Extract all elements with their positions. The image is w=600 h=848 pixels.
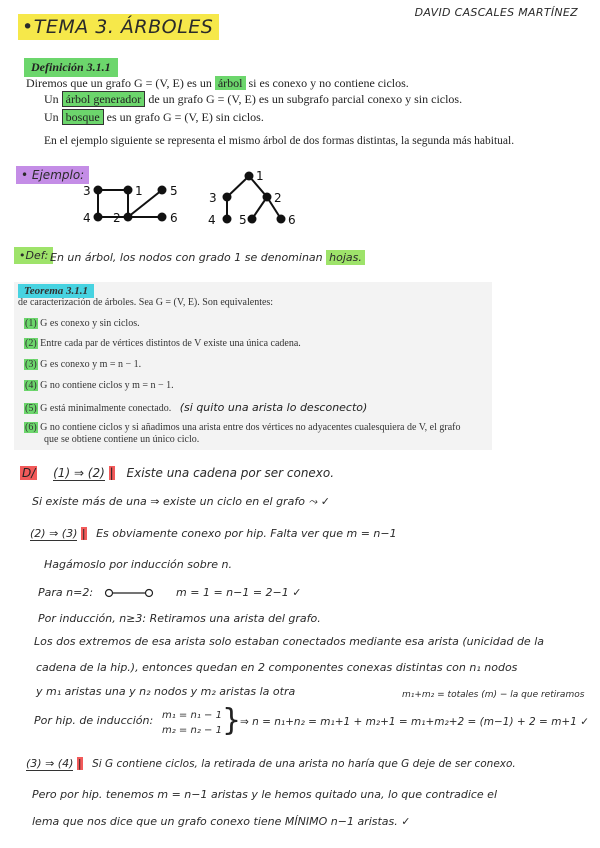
item-text: G está minimalmente conectado. — [40, 403, 172, 414]
theorem-item — [24, 401, 367, 414]
term-hojas: hojas. — [326, 250, 365, 265]
node-label: 4 — [208, 213, 216, 227]
item-number: (1) — [25, 318, 37, 329]
proof-text: Por hip. de inducción: — [34, 714, 154, 727]
handwritten-note: m₁+m₂ = totales (m) − la que retiramos — [402, 690, 585, 700]
graph-node — [94, 186, 103, 195]
proof-text: ⇒ n = n₁+n₂ = m₁+1 + m₂+1 = m₁+m₂+2 = (m−1) + 2 = m+1 ✓ — [240, 716, 590, 728]
theorem-intro: de caracterización de árboles. Sea G = (V, E). Son equivalentes: — [18, 297, 274, 308]
item-text: G no contiene ciclos y si añadimos una arista entre dos vértices no adyacentes cualesquiera de V, el grafo — [40, 422, 461, 433]
graph-node — [223, 193, 232, 202]
proof-line — [30, 527, 397, 540]
proof-text: Si existe más de una ⇒ existe un ciclo en el grafo ⤳ ✓ — [32, 495, 330, 508]
node-label: 3 — [209, 191, 217, 205]
graph-node — [158, 186, 167, 195]
theorem-label: Teorema 3.1.1 — [18, 284, 94, 298]
proof-text: Existe una cadena por ser conexo. — [126, 466, 335, 480]
def-label: •Def: — [14, 247, 53, 264]
example-label: • Ejemplo: — [16, 166, 89, 184]
equation: m₁ = n₁ − 1 — [162, 710, 222, 721]
graph-node — [124, 186, 133, 195]
node-label: 4 — [83, 211, 91, 225]
term-bosque: bosque — [62, 109, 104, 125]
author-name: DAVID CASCALES MARTÍNEZ — [414, 6, 578, 19]
proof-line — [20, 466, 334, 480]
proof-line — [38, 586, 302, 599]
graph-node — [124, 213, 133, 222]
definition-text: es un grafo G = (V, E) sin ciclos. — [106, 110, 264, 124]
node-label: 5 — [170, 184, 178, 198]
item-number: (6) — [25, 422, 37, 433]
node-label: 3 — [83, 184, 91, 198]
step-marker: | — [109, 466, 114, 480]
graph-node — [158, 213, 167, 222]
proof-line — [26, 757, 516, 770]
proof-text: Para n=2: — [38, 586, 94, 599]
item-text: G es conexo y sin ciclos. — [40, 318, 140, 329]
node-label: 6 — [170, 211, 178, 225]
term-arbol: árbol — [215, 76, 246, 90]
example-intro: En el ejemplo siguiente se representa el mismo árbol de dos formas distintas, la segunda más habitual. — [44, 135, 515, 147]
theorem-item — [24, 380, 174, 391]
proof-text: m = 1 = n−1 = 2−1 ✓ — [176, 586, 302, 599]
proof-text: Es obviamente conexo por hip. Falta ver que m = n−1 — [96, 527, 397, 540]
page-title: •TEMA 3. ÁRBOLES — [18, 14, 219, 40]
item-text: G no contiene ciclos y m = n − 1. — [40, 380, 174, 391]
graph-node — [245, 172, 254, 181]
handwritten-note: (si quito una arista lo desconecto) — [179, 401, 368, 414]
theorem-box — [14, 282, 492, 450]
proof-text: Los dos extremos de esa arista solo estaban conectados mediante esa arista (unicidad de la — [34, 635, 544, 648]
item-text: G es conexo y m = n − 1. — [40, 359, 142, 370]
proof-marker: D/ — [22, 466, 36, 480]
node-label: 2 — [274, 191, 282, 205]
graph-node — [248, 215, 257, 224]
term-arbol-generador: árbol generador — [62, 91, 146, 107]
definition-line-1 — [26, 76, 409, 91]
def-leaves-line — [50, 251, 365, 264]
proof-text: lema que nos dice que un grafo conexo tiene MÍNIMO n−1 aristas. ✓ — [32, 815, 411, 828]
equation: m₂ = n₂ − 1 — [162, 725, 222, 736]
step-label: (1) ⇒ (2) — [53, 466, 105, 480]
graph-node — [94, 213, 103, 222]
proof-text: Pero por hip. tenemos m = n−1 aristas y le hemos quitado una, lo que contradice el — [32, 788, 498, 801]
step-label: (3) ⇒ (4) — [26, 757, 74, 770]
two-node-graph-icon — [103, 588, 155, 598]
node-label: 6 — [288, 213, 296, 227]
brace-icon: } — [222, 703, 242, 738]
node-label: 5 — [239, 213, 247, 227]
definition-text: Un — [44, 92, 59, 106]
tree-graph-2 — [205, 166, 310, 228]
proof-text: y m₁ aristas una y n₂ nodos y m₂ aristas la otra — [36, 685, 296, 698]
proof-text: Por inducción, n≥3: Retiramos una arista del grafo. — [38, 612, 321, 625]
item-number: (3) — [25, 359, 37, 370]
theorem-item-continued: que se obtiene contiene un único ciclo. — [44, 434, 200, 445]
definition-line-3 — [44, 110, 264, 125]
definition-line-2 — [44, 92, 462, 107]
proof-text: Si G contiene ciclos, la retirada de una arista no haría que G deje de ser conexo. — [92, 758, 516, 770]
tree-graph-1 — [80, 176, 190, 226]
theorem-item — [24, 338, 301, 349]
definition-text: de un grafo G = (V, E) es un subgrafo parcial conexo y sin ciclos. — [148, 92, 463, 106]
step-marker: | — [77, 757, 82, 770]
proof-text: Hagámoslo por inducción sobre n. — [44, 558, 232, 571]
theorem-item — [24, 422, 461, 433]
definition-text: si es conexo y no contiene ciclos. — [248, 76, 409, 90]
theorem-item — [24, 318, 140, 329]
node-label: 2 — [113, 211, 121, 225]
graph-node — [277, 215, 286, 224]
item-text: Entre cada par de vértices distintos de V existe una única cadena. — [40, 338, 301, 349]
graph-node — [223, 215, 232, 224]
definition-text: Diremos que un grafo G = (V, E) es un — [26, 76, 212, 90]
theorem-item — [24, 359, 141, 370]
step-marker: | — [81, 527, 86, 540]
node-label: 1 — [256, 169, 264, 183]
definition-label: Definición 3.1.1 — [24, 58, 118, 77]
node-label: 1 — [135, 184, 143, 198]
def-text: En un árbol, los nodos con grado 1 se denominan — [50, 251, 323, 264]
item-number: (2) — [25, 338, 37, 349]
item-number: (5) — [25, 403, 37, 414]
proof-text: cadena de la hip.), entonces quedan en 2 componentes conexas distintas con n₁ nodos — [36, 661, 518, 674]
step-label: (2) ⇒ (3) — [30, 527, 78, 540]
definition-text: Un — [44, 110, 59, 124]
graph-node — [263, 193, 272, 202]
item-number: (4) — [25, 380, 37, 391]
equation-system — [162, 708, 222, 738]
